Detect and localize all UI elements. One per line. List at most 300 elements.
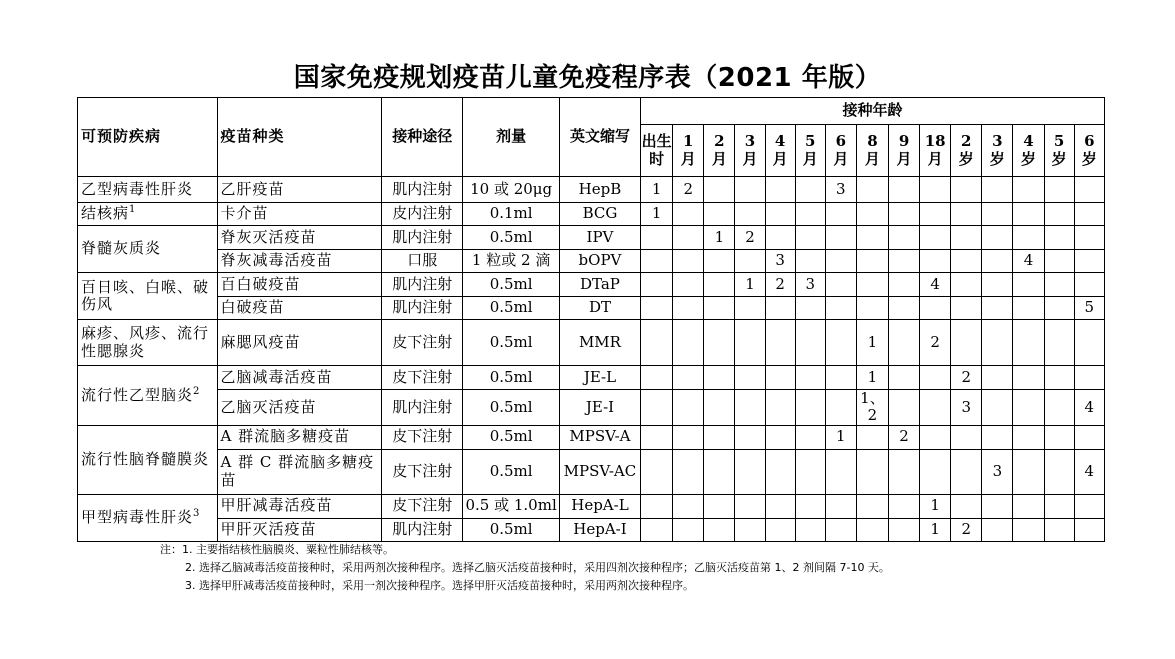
abbr-cell: HepB <box>559 177 640 203</box>
dose-number-cell: 4 <box>1074 390 1104 426</box>
dose-number-cell <box>1013 273 1044 297</box>
dose-cell: 0.5ml <box>463 390 559 426</box>
dose-number-cell: 4 <box>1013 250 1044 273</box>
dose-number-cell <box>1074 226 1104 250</box>
dose-number-cell <box>704 390 735 426</box>
age-unit: 岁 <box>989 149 1005 168</box>
header-disease: 可预防疾病 <box>78 98 218 177</box>
dose-number-cell: 3 <box>765 250 795 273</box>
dose-number-cell <box>888 226 919 250</box>
dose-cell: 0.5ml <box>463 518 559 541</box>
dose-number-cell: 1 <box>856 320 888 366</box>
vaccine-name: 百白破疫苗 <box>217 273 382 297</box>
dose-number-cell <box>704 366 735 390</box>
header-vaccine: 疫苗种类 <box>217 98 382 177</box>
age-value: 4 <box>1023 132 1034 151</box>
vaccine-name: 脊灰灭活疫苗 <box>217 226 382 250</box>
dose-number-cell <box>982 297 1013 320</box>
dose-number-cell <box>641 226 673 250</box>
footnote-marker: 3 <box>193 507 201 519</box>
age-header-cell <box>856 125 888 177</box>
dose-number-cell <box>1044 494 1074 518</box>
disease-name: 甲型病毒性肝炎 <box>81 507 194 526</box>
table-row <box>78 203 1105 226</box>
dose-number-cell <box>735 518 765 541</box>
dose-number-cell <box>1074 518 1104 541</box>
table-row <box>78 320 1105 366</box>
dose-number-cell <box>673 449 704 494</box>
dose-number-cell <box>765 518 795 541</box>
dose-number-cell <box>1044 226 1074 250</box>
page-title: 国家免疫规划疫苗儿童免疫程序表（2021 年版） <box>293 63 882 93</box>
vaccine-name: A 群 C 群流脑多糖疫苗 <box>217 449 382 494</box>
dose-cell: 0.5ml <box>463 366 559 390</box>
dose-number-cell <box>951 297 982 320</box>
dose-number-cell <box>951 226 982 250</box>
dose-number-cell <box>888 518 919 541</box>
dose-number-cell <box>888 390 919 426</box>
dose-number-cell <box>1013 177 1044 203</box>
dose-number-cell <box>1044 177 1074 203</box>
dose-number-cell <box>856 494 888 518</box>
age-header-cell <box>1074 125 1104 177</box>
dose-number-cell <box>982 366 1013 390</box>
dose-number-cell: 1 <box>856 366 888 390</box>
dose-number-cell <box>1013 494 1044 518</box>
dose-number-cell <box>735 366 765 390</box>
dose-number-cell: 2 <box>888 425 919 449</box>
dose-number-cell <box>920 366 951 390</box>
dose-number-cell <box>888 203 919 226</box>
dose-number-cell <box>735 425 765 449</box>
dose-number-cell: 1 <box>735 273 765 297</box>
disease-cell <box>78 366 218 426</box>
age-unit: 岁 <box>1051 149 1067 168</box>
dose-cell: 0.1ml <box>463 203 559 226</box>
dose-number-cell <box>641 518 673 541</box>
dose-number-cell <box>673 226 704 250</box>
dose-number-cell <box>982 320 1013 366</box>
dose-number-cell <box>1044 320 1074 366</box>
header-abbr: 英文缩写 <box>559 98 640 177</box>
dose-number-cell <box>920 390 951 426</box>
route-cell: 肌内注射 <box>382 390 463 426</box>
age-value: 9 <box>898 132 910 151</box>
age-header-cell <box>673 125 704 177</box>
dose-number-cell <box>825 494 856 518</box>
age-unit: 月 <box>833 149 849 168</box>
abbr-cell: bOPV <box>559 250 640 273</box>
age-header-cell <box>920 125 951 177</box>
dose-number-cell <box>982 250 1013 273</box>
dose-number-cell <box>673 366 704 390</box>
abbr-cell: DTaP <box>559 273 640 297</box>
dose-number-cell <box>982 425 1013 449</box>
dose-number-cell <box>704 273 735 297</box>
dose-number-cell <box>673 425 704 449</box>
vaccine-name: A 群流脑多糖疫苗 <box>217 425 382 449</box>
dose-cell: 0.5ml <box>463 297 559 320</box>
age-value: 8 <box>867 132 878 151</box>
route-cell: 肌内注射 <box>382 273 463 297</box>
disease-name: 脊髓灰质炎 <box>81 239 162 258</box>
abbr-cell: JE-L <box>559 366 640 390</box>
dose-number-cell <box>735 449 765 494</box>
dose-number-cell <box>765 390 795 426</box>
age-header-cell <box>641 125 673 177</box>
age-header-cell <box>1044 125 1074 177</box>
table-row <box>78 390 1105 426</box>
dose-number-cell <box>1013 390 1044 426</box>
dose-number-cell <box>735 494 765 518</box>
dose-number-cell: 1 <box>920 494 951 518</box>
dose-number-cell <box>795 320 825 366</box>
age-unit: 岁 <box>1081 149 1097 168</box>
age-value: 1 <box>683 132 694 151</box>
dose-number-cell <box>1013 320 1044 366</box>
dose-cell: 1 粒或 2 滴 <box>463 250 559 273</box>
dose-number-cell <box>795 250 825 273</box>
dose-number-cell <box>856 250 888 273</box>
dose-number-cell <box>951 250 982 273</box>
dose-number-cell <box>982 203 1013 226</box>
dose-number-cell <box>825 226 856 250</box>
dose-number-cell <box>673 297 704 320</box>
route-cell: 皮内注射 <box>382 203 463 226</box>
dose-number-cell: 4 <box>920 273 951 297</box>
dose-number-cell <box>920 449 951 494</box>
age-unit: 月 <box>864 149 880 168</box>
age-value: 18 <box>924 132 946 151</box>
dose-number-cell <box>641 425 673 449</box>
dose-number-cell <box>795 226 825 250</box>
dose-number-cell <box>1044 390 1074 426</box>
age-value: 6 <box>835 132 847 151</box>
dose-number-cell <box>735 177 765 203</box>
age-header-cell <box>1013 125 1044 177</box>
dose-number-cell <box>825 390 856 426</box>
dose-cell: 0.5ml <box>463 226 559 250</box>
header-dose: 剂量 <box>463 98 559 177</box>
age-value: 2 <box>961 132 972 151</box>
dose-number-cell <box>856 297 888 320</box>
dose-number-cell <box>1013 297 1044 320</box>
dose-number-cell <box>951 320 982 366</box>
footnotes <box>160 541 890 595</box>
dose-number-cell <box>641 320 673 366</box>
dose-number-cell: 1 <box>641 177 673 203</box>
dose-number-cell <box>765 425 795 449</box>
disease-name: 麻疹、风疹、流行性腮腺炎 <box>81 324 210 360</box>
age-unit: 月 <box>896 149 912 168</box>
dose-number-cell <box>888 366 919 390</box>
dose-number-cell <box>825 297 856 320</box>
dose-number-cell: 2 <box>765 273 795 297</box>
dose-number-cell <box>856 518 888 541</box>
route-cell: 皮下注射 <box>382 449 463 494</box>
dose-number-cell <box>920 297 951 320</box>
age-unit: 岁 <box>958 149 974 168</box>
dose-number-cell <box>856 177 888 203</box>
table-row <box>78 297 1105 320</box>
dose-number-cell <box>765 177 795 203</box>
dose-number-cell <box>1013 203 1044 226</box>
footnote-line: 注：1. 主要指结核性脑膜炎、粟粒性肺结核等。 <box>160 543 394 556</box>
age-header-cell <box>888 125 919 177</box>
dose-number-cell <box>888 250 919 273</box>
route-cell: 口服 <box>382 250 463 273</box>
route-cell: 皮下注射 <box>382 366 463 390</box>
age-value: 出生 <box>641 132 672 151</box>
dose-number-cell <box>765 494 795 518</box>
dose-cell: 0.5 或 1.0ml <box>463 494 559 518</box>
age-value: 5 <box>804 132 816 151</box>
immunization-schedule-table <box>77 97 1105 542</box>
route-cell: 肌内注射 <box>382 177 463 203</box>
dose-number-cell <box>704 425 735 449</box>
dose-number-cell <box>1044 425 1074 449</box>
disease-cell <box>78 177 218 203</box>
table-row <box>78 250 1105 273</box>
abbr-cell: MMR <box>559 320 640 366</box>
route-cell: 肌内注射 <box>382 297 463 320</box>
dose-number-cell: 4 <box>1074 449 1104 494</box>
dose-number-cell <box>825 273 856 297</box>
disease-cell <box>78 494 218 541</box>
table-row <box>78 366 1105 390</box>
dose-number-cell <box>825 366 856 390</box>
dose-number-cell <box>735 250 765 273</box>
age-header-cell <box>735 125 765 177</box>
dose-number-cell <box>641 494 673 518</box>
disease-cell <box>78 425 218 494</box>
dose-number-cell <box>795 203 825 226</box>
age-value: 3 <box>992 132 1003 151</box>
dose-number-cell <box>951 273 982 297</box>
vaccine-name: 甲肝灭活疫苗 <box>217 518 382 541</box>
dose-number-cell <box>673 273 704 297</box>
dose-number-cell <box>735 203 765 226</box>
dose-number-cell <box>1044 273 1074 297</box>
dose-number-cell <box>888 273 919 297</box>
dose-number-cell: 2 <box>673 177 704 203</box>
dose-number-cell: 3 <box>795 273 825 297</box>
age-header-cell <box>825 125 856 177</box>
dose-number-cell <box>704 250 735 273</box>
vaccine-name: 脊灰减毒活疫苗 <box>217 250 382 273</box>
abbr-cell: IPV <box>559 226 640 250</box>
dose-number-cell <box>888 177 919 203</box>
dose-number-cell <box>735 297 765 320</box>
dose-number-cell <box>704 449 735 494</box>
dose-number-cell <box>1013 425 1044 449</box>
dose-number-cell <box>673 320 704 366</box>
age-unit: 月 <box>927 149 943 168</box>
dose-number-cell <box>888 297 919 320</box>
dose-number-cell <box>765 226 795 250</box>
table-row <box>78 177 1105 203</box>
table-row <box>78 226 1105 250</box>
age-header-cell <box>982 125 1013 177</box>
dose-cell: 0.5ml <box>463 425 559 449</box>
dose-number-cell <box>1074 425 1104 449</box>
dose-number-cell <box>856 226 888 250</box>
dose-number-cell <box>856 449 888 494</box>
vaccine-name: 麻腮风疫苗 <box>217 320 382 366</box>
age-unit: 月 <box>711 149 727 168</box>
dose-number-cell <box>673 203 704 226</box>
dose-number-cell <box>888 320 919 366</box>
footnote-line: 3. 选择甲肝减毒活疫苗接种时，采用一剂次接种程序。选择甲肝灭活疫苗接种时，采用两剂次接种程序。 <box>185 579 694 592</box>
abbr-cell: HepA-L <box>559 494 640 518</box>
dose-number-cell <box>765 449 795 494</box>
dose-number-cell <box>1044 297 1074 320</box>
dose-number-cell <box>704 203 735 226</box>
dose-number-cell <box>704 518 735 541</box>
dose-number-cell <box>920 177 951 203</box>
dose-number-cell <box>1013 226 1044 250</box>
disease-name: 结核病 <box>81 204 130 223</box>
dose-number-cell <box>641 449 673 494</box>
dose-number-cell <box>1013 518 1044 541</box>
dose-number-cell <box>765 297 795 320</box>
age-value: 4 <box>774 132 786 151</box>
disease-name: 乙型病毒性肝炎 <box>81 179 194 198</box>
disease-name: 流行性乙型脑炎 <box>81 385 194 404</box>
dose-number-cell <box>765 203 795 226</box>
route-cell: 皮下注射 <box>382 320 463 366</box>
dose-number-cell <box>982 494 1013 518</box>
dose-number-cell <box>1074 366 1104 390</box>
dose-number-cell <box>1074 177 1104 203</box>
dose-number-cell <box>795 518 825 541</box>
dose-number-cell <box>825 250 856 273</box>
dose-number-cell <box>825 449 856 494</box>
dose-cell: 10 或 20μg <box>463 177 559 203</box>
dose-number-cell <box>856 273 888 297</box>
dose-number-cell: 5 <box>1074 297 1104 320</box>
dose-number-cell <box>795 366 825 390</box>
dose-number-cell: 2 <box>735 226 765 250</box>
footnote-marker: 2 <box>193 385 201 397</box>
dose-number-cell: 1、2 <box>856 390 888 426</box>
dose-number-cell <box>641 297 673 320</box>
dose-number-cell <box>951 449 982 494</box>
dose-number-cell <box>1013 449 1044 494</box>
dose-number-cell: 3 <box>951 390 982 426</box>
vaccine-name: 乙脑灭活疫苗 <box>217 390 382 426</box>
dose-number-cell: 2 <box>920 320 951 366</box>
dose-cell: 0.5ml <box>463 273 559 297</box>
age-unit: 时 <box>649 149 665 168</box>
vaccine-name: 卡介苗 <box>217 203 382 226</box>
abbr-cell: HepA-I <box>559 518 640 541</box>
dose-number-cell <box>795 177 825 203</box>
dose-number-cell <box>641 390 673 426</box>
table-row <box>78 449 1105 494</box>
dose-number-cell <box>673 518 704 541</box>
route-cell: 皮下注射 <box>382 425 463 449</box>
age-header-cell <box>765 125 795 177</box>
disease-cell <box>78 320 218 366</box>
dose-number-cell <box>951 177 982 203</box>
dose-number-cell <box>641 273 673 297</box>
footnote-line: 2. 选择乙脑减毒活疫苗接种时，采用两剂次接种程序。选择乙脑灭活疫苗接种时，采用四剂次接种程序；乙脑灭活疫苗第 1、2 剂间隔 7-10 天。 <box>185 561 890 574</box>
dose-number-cell <box>856 203 888 226</box>
dose-number-cell <box>673 250 704 273</box>
dose-number-cell <box>1044 366 1074 390</box>
abbr-cell: JE-I <box>559 390 640 426</box>
header-age: 接种年龄 <box>641 98 1105 125</box>
age-unit: 月 <box>802 149 818 168</box>
dose-number-cell <box>920 203 951 226</box>
route-cell: 皮下注射 <box>382 494 463 518</box>
dose-number-cell <box>1074 203 1104 226</box>
dose-number-cell <box>825 203 856 226</box>
dose-number-cell <box>704 494 735 518</box>
dose-number-cell <box>920 250 951 273</box>
dose-number-cell <box>765 366 795 390</box>
dose-number-cell <box>920 226 951 250</box>
dose-number-cell <box>856 425 888 449</box>
dose-number-cell <box>920 425 951 449</box>
disease-cell <box>78 203 218 226</box>
disease-name: 百日咳、白喉、破伤风 <box>81 277 210 313</box>
dose-number-cell: 2 <box>951 518 982 541</box>
age-header-cell <box>795 125 825 177</box>
dose-number-cell: 1 <box>920 518 951 541</box>
dose-number-cell: 2 <box>951 366 982 390</box>
vaccine-name: 乙脑减毒活疫苗 <box>217 366 382 390</box>
abbr-cell: MPSV-AC <box>559 449 640 494</box>
dose-number-cell <box>888 494 919 518</box>
dose-number-cell <box>795 449 825 494</box>
disease-cell <box>78 273 218 320</box>
age-unit: 月 <box>680 149 696 168</box>
route-cell: 肌内注射 <box>382 226 463 250</box>
dose-number-cell: 1 <box>704 226 735 250</box>
age-unit: 月 <box>772 149 788 168</box>
footnote-marker: 1 <box>129 204 137 216</box>
route-cell: 肌内注射 <box>382 518 463 541</box>
abbr-cell: MPSV-A <box>559 425 640 449</box>
dose-number-cell <box>982 390 1013 426</box>
disease-name: 流行性脑脊髓膜炎 <box>81 449 210 468</box>
age-header-cell <box>951 125 982 177</box>
age-unit: 岁 <box>1020 149 1036 168</box>
dose-number-cell <box>795 494 825 518</box>
age-header-cell <box>704 125 735 177</box>
vaccine-name: 乙肝疫苗 <box>217 177 382 203</box>
dose-number-cell <box>1044 203 1074 226</box>
dose-number-cell <box>1044 449 1074 494</box>
dose-number-cell <box>795 390 825 426</box>
dose-cell: 0.5ml <box>463 449 559 494</box>
table-row <box>78 425 1105 449</box>
dose-number-cell <box>641 366 673 390</box>
dose-number-cell <box>704 297 735 320</box>
dose-number-cell <box>951 494 982 518</box>
dose-number-cell <box>951 425 982 449</box>
dose-number-cell <box>641 250 673 273</box>
dose-number-cell <box>735 390 765 426</box>
header-route: 接种途径 <box>382 98 463 177</box>
disease-cell <box>78 226 218 273</box>
dose-number-cell <box>1074 250 1104 273</box>
age-value: 3 <box>744 132 756 151</box>
dose-number-cell <box>704 177 735 203</box>
dose-number-cell <box>1074 494 1104 518</box>
